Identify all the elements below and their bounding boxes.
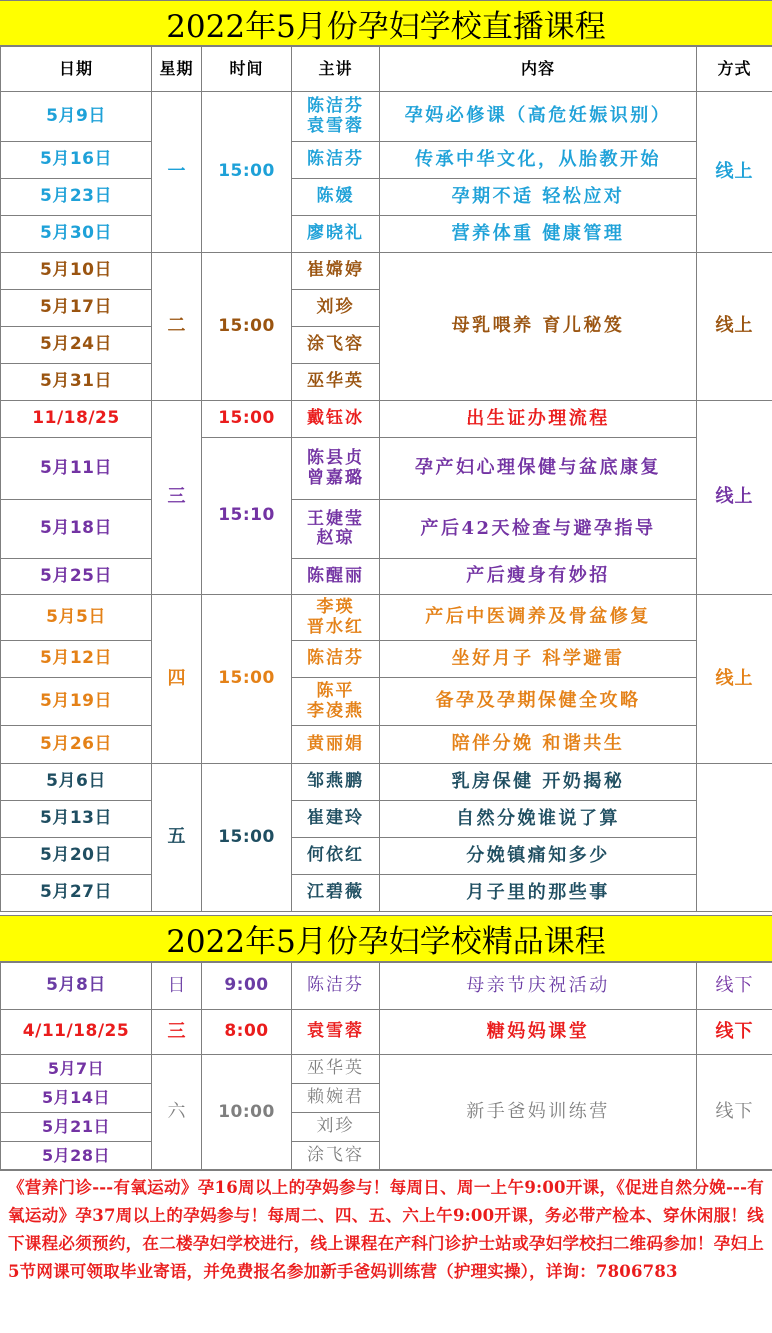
column-header: 内容	[380, 47, 697, 92]
content-cell: 产后中医调养及骨盆修复	[380, 595, 697, 641]
time-cell: 15:00	[202, 595, 292, 764]
speaker-cell: 戴钰冰	[292, 401, 380, 438]
mode-cell: 线下	[697, 1010, 772, 1055]
speaker-cell: 陈洁芬	[292, 142, 380, 179]
speaker-cell: 刘珍	[292, 1113, 380, 1142]
time-cell: 8:00	[202, 1010, 292, 1055]
date-cell: 5月13日	[1, 801, 152, 838]
column-header: 主讲	[292, 47, 380, 92]
content-cell: 自然分娩谁说了算	[380, 801, 697, 838]
column-header: 时间	[202, 47, 292, 92]
weekday-cell: 五	[152, 764, 202, 912]
content-cell: 产后瘦身有妙招	[380, 559, 697, 595]
time-cell: 15:00	[202, 764, 292, 912]
speaker-cell: 赖婉君	[292, 1084, 380, 1113]
date-cell: 5月10日	[1, 253, 152, 290]
weekday-cell: 三	[152, 1010, 202, 1055]
content-cell: 孕期不适 轻松应对	[380, 179, 697, 216]
content-cell: 新手爸妈训练营	[380, 1055, 697, 1171]
content-cell: 产后42天检查与避孕指导	[380, 500, 697, 559]
content-cell: 糖妈妈课堂	[380, 1010, 697, 1055]
speaker-cell: 涂飞容	[292, 327, 380, 364]
table-row	[1, 253, 772, 290]
date-cell: 5月28日	[1, 1142, 152, 1171]
speaker-cell: 王婕莹 赵琼	[292, 500, 380, 559]
date-cell: 11/18/25	[1, 401, 152, 438]
date-cell: 5月23日	[1, 179, 152, 216]
content-cell: 营养体重 健康管理	[380, 216, 697, 253]
table-row	[1, 641, 772, 678]
date-cell: 5月18日	[1, 500, 152, 559]
column-header: 星期	[152, 47, 202, 92]
time-cell: 15:10	[202, 438, 292, 595]
speaker-cell: 江碧薇	[292, 875, 380, 912]
speaker-cell: 陈洁芬	[292, 963, 380, 1010]
content-cell: 坐好月子 科学避雷	[380, 641, 697, 678]
content-cell: 母乳喂养 育儿秘笈	[380, 253, 697, 401]
date-cell: 5月21日	[1, 1113, 152, 1142]
speaker-cell: 涂飞容	[292, 1142, 380, 1171]
time-cell: 9:00	[202, 963, 292, 1010]
table-row	[1, 838, 772, 875]
date-cell: 5月9日	[1, 92, 152, 142]
table-row	[1, 726, 772, 764]
date-cell: 5月14日	[1, 1084, 152, 1113]
content-cell: 陪伴分娩 和谐共生	[380, 726, 697, 764]
notice-text: 《营养门诊---有氧运动》孕16周以上的孕妈参与！每周日、周一上午9:00开课，《促进自然分娩---有氧运动》孕37周以上的孕妈参与！每周二、四、五、六上午9:00开课，务必带产检本、穿休闲服！线下课程必须预约，在二楼孕妇学校进行，线上课程在产科门诊护士站或孕妇学校扫二维码参加！孕妇上5节网课可领取毕业寄语，并免费报名参加新手爸妈训练营（护理实操），详询：7806783	[0, 1169, 772, 1333]
content-cell: 出生证办理流程	[380, 401, 697, 438]
content-cell: 母亲节庆祝活动	[380, 963, 697, 1010]
table-row	[1, 801, 772, 838]
premium-row	[1, 963, 772, 1010]
date-cell: 5月19日	[1, 678, 152, 726]
speaker-cell: 巫华英	[292, 364, 380, 401]
table-row	[1, 142, 772, 179]
premium-course-title: 2022年5月份孕妇学校精品课程	[0, 915, 772, 962]
speaker-cell: 邹燕鹏	[292, 764, 380, 801]
table-row	[1, 92, 772, 142]
content-cell: 传承中华文化，从胎教开始	[380, 142, 697, 179]
mode-cell	[697, 764, 772, 912]
live-course-table	[0, 46, 772, 912]
speaker-cell: 陈醒丽	[292, 559, 380, 595]
speaker-cell: 陈县贞 曾嘉璐	[292, 438, 380, 500]
speaker-cell: 崔建玲	[292, 801, 380, 838]
date-cell: 5月17日	[1, 290, 152, 327]
table-row	[1, 500, 772, 559]
mode-cell: 线上	[697, 595, 772, 764]
table-row	[1, 875, 772, 912]
weekday-cell: 一	[152, 92, 202, 253]
time-cell: 15:00	[202, 253, 292, 401]
date-cell: 5月11日	[1, 438, 152, 500]
time-cell: 15:00	[202, 401, 292, 438]
table-row	[1, 678, 772, 726]
speaker-cell: 崔嫦婷	[292, 253, 380, 290]
live-course-title: 2022年5月份孕妇学校直播课程	[0, 0, 772, 46]
date-cell: 5月27日	[1, 875, 152, 912]
weekday-cell: 日	[152, 963, 202, 1010]
date-cell: 5月24日	[1, 327, 152, 364]
trainer-row	[1, 1055, 772, 1084]
weekday-cell: 三	[152, 401, 202, 595]
date-cell: 5月8日	[1, 963, 152, 1010]
time-cell: 10:00	[202, 1055, 292, 1171]
date-cell: 5月26日	[1, 726, 152, 764]
mode-cell: 线上	[697, 253, 772, 401]
table-row	[1, 595, 772, 641]
speaker-cell: 袁雪蓉	[292, 1010, 380, 1055]
date-cell: 5月30日	[1, 216, 152, 253]
table-row	[1, 559, 772, 595]
date-cell: 5月12日	[1, 641, 152, 678]
time-cell: 15:00	[202, 92, 292, 253]
content-cell: 孕妈必修课（高危妊娠识别）	[380, 92, 697, 142]
date-cell: 5月16日	[1, 142, 152, 179]
speaker-cell: 陈洁芬	[292, 641, 380, 678]
mode-cell: 线下	[697, 963, 772, 1010]
content-cell: 孕产妇心理保健与盆底康复	[380, 438, 697, 500]
date-cell: 5月5日	[1, 595, 152, 641]
date-cell: 4/11/18/25	[1, 1010, 152, 1055]
mode-cell: 线下	[697, 1055, 772, 1171]
premium-row	[1, 1010, 772, 1055]
date-cell: 5月31日	[1, 364, 152, 401]
table-header-row	[1, 47, 772, 92]
table-row	[1, 764, 772, 801]
speaker-cell: 巫华英	[292, 1055, 380, 1084]
date-cell: 5月20日	[1, 838, 152, 875]
content-cell: 分娩镇痛知多少	[380, 838, 697, 875]
weekday-cell: 六	[152, 1055, 202, 1171]
content-cell: 月子里的那些事	[380, 875, 697, 912]
table-row	[1, 179, 772, 216]
date-cell: 5月6日	[1, 764, 152, 801]
mode-cell: 线上	[697, 401, 772, 595]
date-cell: 5月7日	[1, 1055, 152, 1084]
premium-course-table	[0, 962, 772, 1171]
speaker-cell: 李瑛 晋水红	[292, 595, 380, 641]
speaker-cell: 陈平 李凌燕	[292, 678, 380, 726]
weekday-cell: 四	[152, 595, 202, 764]
speaker-cell: 黄丽娟	[292, 726, 380, 764]
content-cell: 乳房保健 开奶揭秘	[380, 764, 697, 801]
column-header: 方式	[697, 47, 772, 92]
table-row	[1, 216, 772, 253]
speaker-cell: 廖晓礼	[292, 216, 380, 253]
content-cell: 备孕及孕期保健全攻略	[380, 678, 697, 726]
column-header: 日期	[1, 47, 152, 92]
weekday-cell: 二	[152, 253, 202, 401]
speaker-cell: 刘珍	[292, 290, 380, 327]
table-row	[1, 438, 772, 500]
special-row	[1, 401, 772, 438]
speaker-cell: 陈洁芬 袁雪蓉	[292, 92, 380, 142]
date-cell: 5月25日	[1, 559, 152, 595]
speaker-cell: 何依红	[292, 838, 380, 875]
speaker-cell: 陈媛	[292, 179, 380, 216]
mode-cell: 线上	[697, 92, 772, 253]
